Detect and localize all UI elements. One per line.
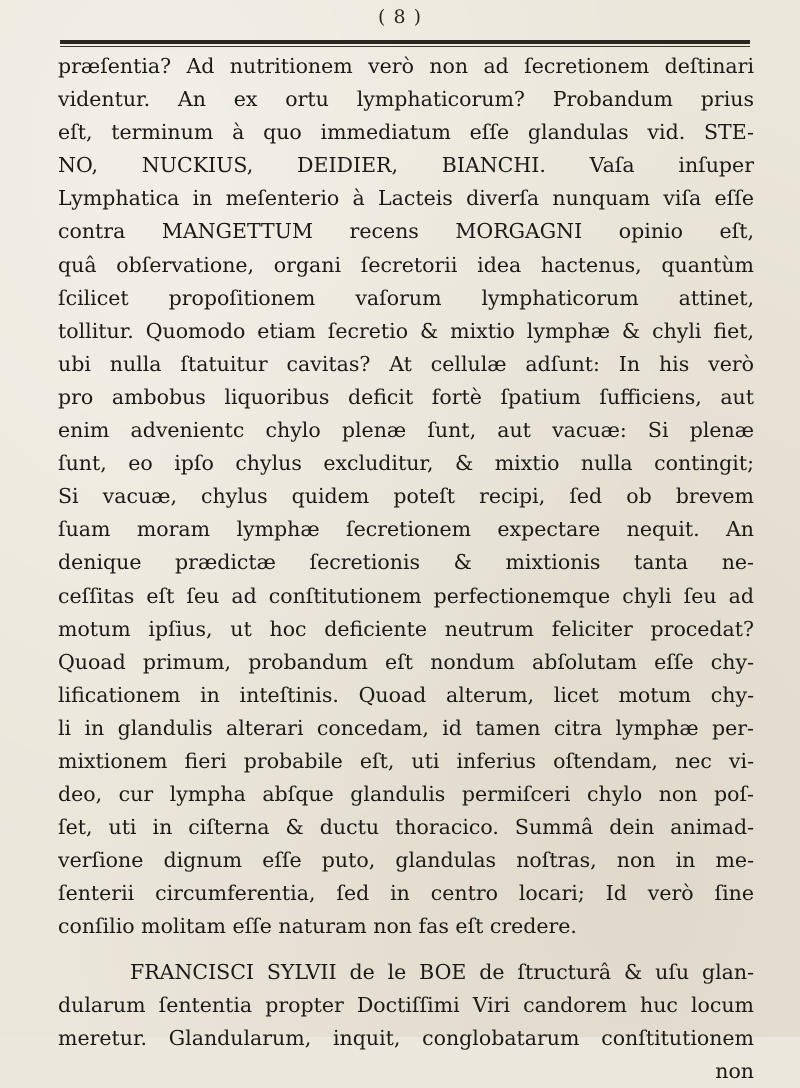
text-line: verſione dignum eſſe puto, glandulas noſtras, non in me- — [58, 848, 754, 873]
page-number: ( 8 ) — [378, 6, 422, 28]
text-line: ſenterii circumferentia, ſed in centro locari; Id verò ſine — [58, 881, 754, 906]
text-line: ſet, uti in ciſterna & ductu thoracico. Summâ dein animad- — [58, 815, 754, 840]
text-line: ubi nulla ſtatuitur cavitas? At cellulæ adſunt: In his verò — [58, 351, 754, 376]
text-line: li in glandulis alterari concedam, id tamen citra lymphæ per- — [58, 715, 754, 740]
text-line: Lymphatica in meſenterio à Lacteis diverſa nunquam viſa eſſe — [58, 186, 754, 211]
text-line: ſunt, eo ipſo chylus excluditur, & mixtio nulla contingit; — [58, 451, 754, 476]
body-text — [58, 50, 758, 1088]
text-line: denique prædictæ ſecretionis & mixtionis tanta ne- — [58, 550, 754, 575]
text-line: tollitur. Quomodo etiam ſecretio & mixtio lymphæ & chyli fiet, — [58, 318, 754, 343]
text-line: quâ obſervatione, organi ſecretorii idea hactenus, quantùm — [58, 252, 754, 277]
text-line: conſilio molitam eſſe naturam non fas eſt credere. — [58, 914, 577, 939]
text-line: contra MANGETTUM recens MORGAGNI opinio eſt, — [58, 219, 754, 244]
text-line: enim advenientc chylo plenæ ſunt, aut vacuæ: Si plenæ — [58, 418, 754, 443]
paragraph-gap — [58, 944, 758, 956]
text-line: eſt, terminum à quo immediatum eſſe glandulas vid. STE- — [58, 120, 754, 145]
text-line: pro ambobus liquoribus deficit fortè ſpatium ſufficiens, aut — [58, 384, 754, 409]
text-line: dularum ſententia propter Doctiſſimi Viri candorem huc locum — [58, 992, 754, 1017]
header-rule — [60, 40, 750, 44]
text-line: Si vacuæ, chylus quidem poteſt recipi, ſed ob brevem — [58, 484, 754, 509]
text-line: NO, NUCKIUS, DEIDIER, BIANCHI. Vaſa inſuper — [58, 153, 754, 178]
text-line: videntur. An ex ortu lymphaticorum? Probandum prius — [58, 87, 754, 112]
text-line: ſuam moram lymphæ ſecretionem expectare nequit. An — [58, 517, 754, 542]
text-line: motum ipſius, ut hoc deficiente neutrum feliciter procedat? — [58, 616, 754, 641]
text-line: ſcilicet propoſitionem vaſorum lymphaticorum attinet, — [58, 285, 754, 310]
text-line: ceſſitas eſt ſeu ad conſtitutionem perfectionemque chyli ſeu ad — [58, 583, 754, 608]
text-line: Quoad primum, probandum eſt nondum abſolutam eſſe chy- — [58, 649, 754, 674]
text-line: FRANCISCI SYLVII de le BOE de ſtructurâ & uſu glan- — [130, 959, 754, 984]
text-line: lificationem in inteſtinis. Quoad alterum, licet motum chy- — [58, 682, 754, 707]
text-line: meretur. Glandularum, inquit, conglobatarum conſtitutionem — [58, 1025, 754, 1050]
catchword: non — [715, 1058, 754, 1083]
text-line: mixtionem fieri probabile eſt, uti inferius oſtendam, nec vi- — [58, 748, 754, 773]
text-line: deo, cur lympha abſque glandulis permiſceri chylo non poſ- — [58, 782, 754, 807]
text-line: præſentia? Ad nutritionem verò non ad ſecretionem deſtinari — [58, 54, 754, 78]
